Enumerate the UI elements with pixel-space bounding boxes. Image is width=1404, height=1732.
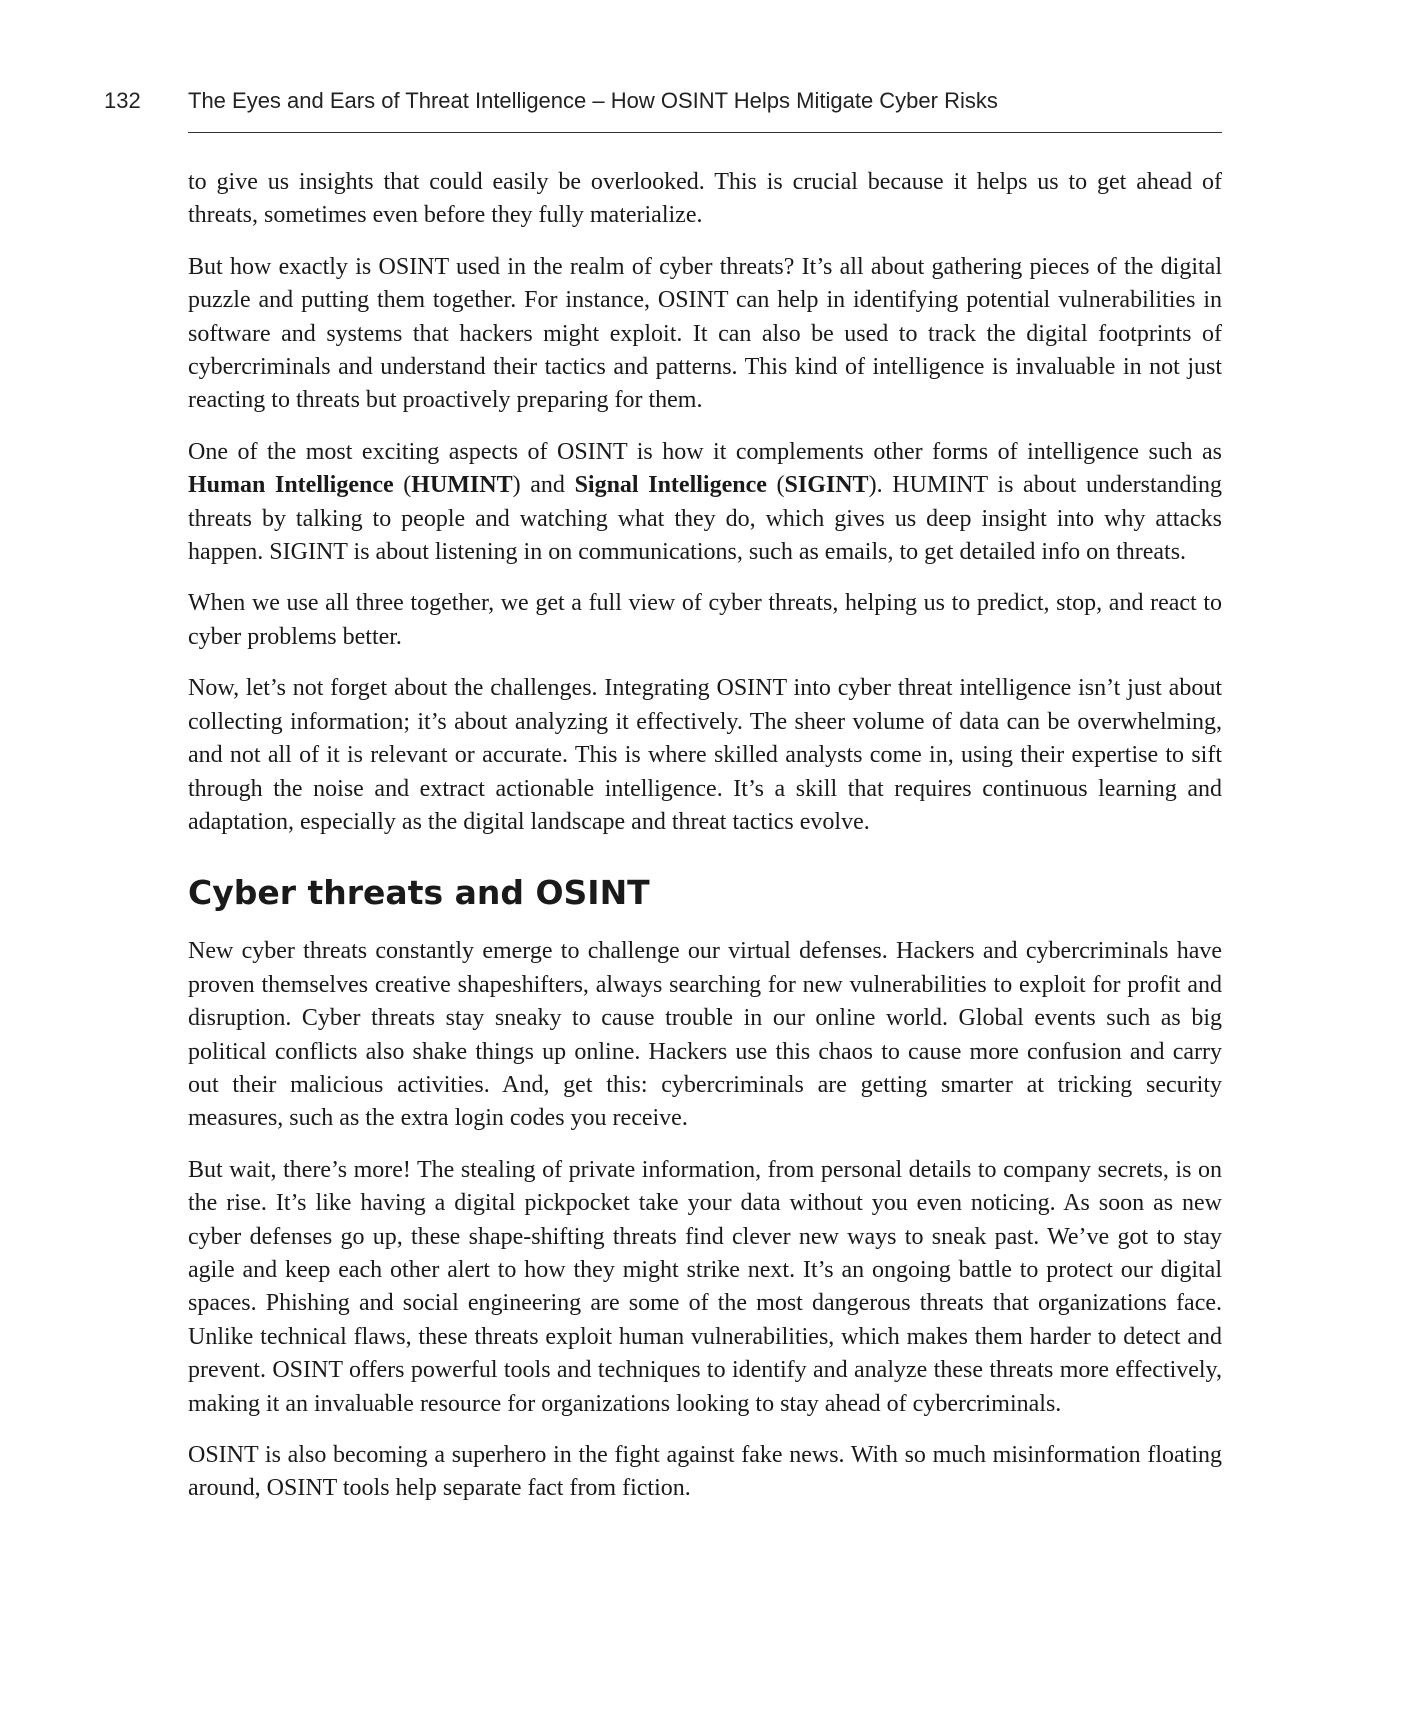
paragraph-6: New cyber threats constantly emerge to challenge our virtual defenses. Hackers and cybercriminals have proven themselves creative shapeshifters, always searching for new vulnerabilities to exploit for profit and disruption. Cyber threats stay sneaky to cause trouble in our online world. Global events such as big political conflicts also shake things up online. Hackers use this chaos to cause more confusion and carry out their malicious activities. And, get this: cybercriminals are getting smarter at tricking security measures, such as the extra login codes you receive. [188, 938, 1222, 1132]
paren-open-2: ( [766, 472, 785, 499]
paragraph-3-lead: One of the most exciting aspects of OSINT is how it complements other forms of intelligence such as [188, 438, 1222, 465]
paragraph-3-tail: ). HUMINT is about understanding threats by talking to people and watching what they do, which gives us deep insight into why attacks happen. SIGINT is about listening in on communications, such as emails, to get detailed info on threats. [188, 472, 1222, 566]
section-heading: Cyber threats and OSINT [188, 873, 650, 913]
paragraph-3 [188, 436, 1222, 570]
paragraph-2: But how exactly is OSINT used in the realm of cyber threats? It’s all about gathering pieces of the digital puzzle and putting them together. For instance, OSINT can help in identifying potential vulnerabilities in software and systems that hackers might exploit. It can also be used to track the digital footprints of cybercriminals and understand their tactics and patterns. This kind of intelligence is invaluable in not just reacting to threats but proactively preparing for them. [188, 253, 1222, 414]
paragraph-1: to give us insights that could easily be overlooked. This is crucial because it helps us to get ahead of threats, sometimes even before they fully materialize. [188, 169, 1222, 229]
term-human-intelligence: Human Intelligence [188, 472, 394, 499]
abbr-humint: HUMINT [411, 472, 513, 499]
paragraph-7: But wait, there’s more! The stealing of private information, from personal details to company secrets, is on the rise. It’s like having a digital pickpocket take your data without you even noticing. As soon as new cyber defenses go up, these shape-shifting threats find clever new ways to sneak past. We’ve got to stay agile and keep each other alert to how they might strike next. It’s an ongoing battle to protect our digital spaces. Phishing and social engineering are some of the most dangerous threats that organizations face. Unlike technical flaws, these threats exploit human vulnerabilities, which makes them harder to detect and prevent. OSINT offers powerful tools and techniques to identify and analyze these threats more effectively, making it an invaluable resource for organizations looking to stay ahead of cybercriminals. [188, 1156, 1222, 1417]
paragraph-5: Now, let’s not forget about the challenges. Integrating OSINT into cyber threat intelligence isn’t just about collecting information; it’s about analyzing it effectively. The sheer volume of data can be overwhelming, and not all of it is relevant or accurate. This is where skilled analysts come in, using their expertise to sift through the noise and extract actionable intelligence. It’s a skill that requires continuous learning and adaptation, especially as the digital landscape and threat tactics evolve. [188, 675, 1222, 835]
abbr-sigint: SIGINT [784, 472, 869, 499]
paragraph-8: OSINT is also becoming a superhero in the fight against fake news. With so much misinformation floating around, OSINT tools help separate fact from fiction. [188, 1442, 1222, 1502]
paren-open-1: ( [393, 472, 412, 499]
paragraph-3-mid: ) and [512, 472, 575, 499]
term-signal-intelligence: Signal Intelligence [574, 472, 767, 499]
running-title: The Eyes and Ears of Threat Intelligence – How OSINT Helps Mitigate Cyber Risks [188, 88, 998, 113]
header-rule [188, 132, 1222, 133]
paragraph-4: When we use all three together, we get a full view of cyber threats, helping us to predict, stop, and react to cyber problems better. [188, 590, 1222, 650]
page-body [188, 166, 1222, 1524]
page-header [0, 0, 1404, 140]
page-number: 132 [104, 88, 141, 113]
